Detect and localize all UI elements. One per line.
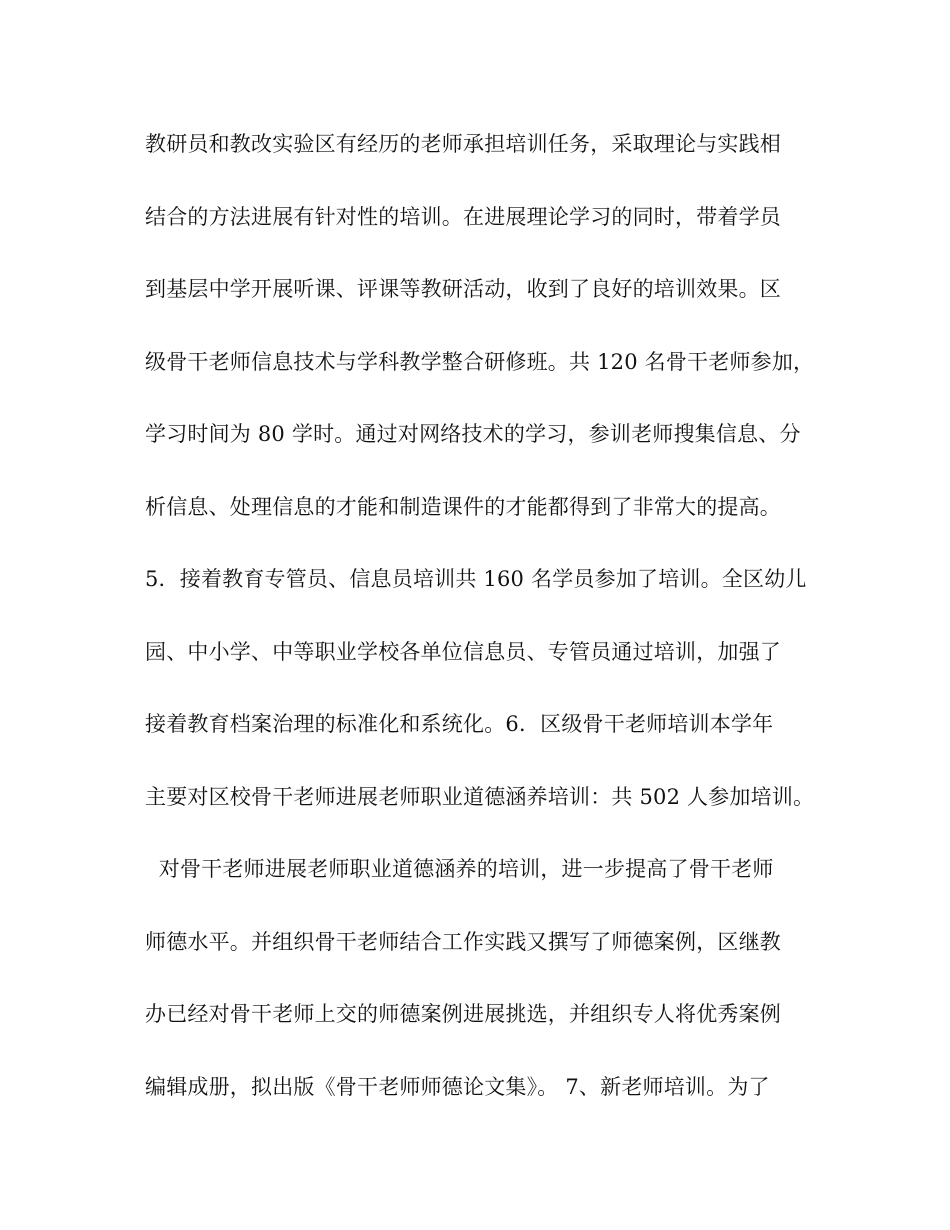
- text-line: 主要对区校骨干老师进展老师职业道德涵养培训：共 502 人参加培训。: [145, 784, 815, 809]
- text-line: 到基层中学开展听课、评课等教研活动，收到了良好的培训效果。区: [145, 277, 781, 301]
- text-line: 5．接着教育专管员、信息员培训共 160 名学员参加了培训。全区幼儿: [145, 567, 807, 591]
- text-line: 教研员和教改实验区有经历的老师承担培训任务，采取理论与实践相: [145, 132, 781, 156]
- text-line: 学习时间为 80 学时。通过对网络技术的学习，参训老师搜集信息、分: [145, 422, 801, 446]
- text-line: 接着教育档案治理的标准化和系统化。6．区级骨干老师培训本学年: [145, 712, 774, 736]
- text-line: 结合的方法进展有针对性的培训。在进展理论学习的同时，带着学员: [145, 204, 781, 229]
- text-line: 办已经对骨干老师上交的师德案例进展挑选，并组织专人将优秀案例: [145, 1002, 781, 1026]
- text-line: 析信息、处理信息的才能和制造课件的才能都得到了非常大的提高。: [145, 494, 781, 519]
- text-line: 园、中小学、中等职业学校各单位信息员、专管员通过培训，加强了: [145, 639, 781, 664]
- text-line: 师德水平。并组织骨干老师结合工作实践又撰写了师德案例，区继教: [145, 929, 781, 954]
- text-line: 级骨干老师信息技术与学科教学整合研修班。共 120 名骨干老师参加，: [145, 349, 815, 374]
- text-line: 编辑成册，拟出版《骨干老师师德论文集》。 7、新老师培训。为了: [145, 1074, 770, 1099]
- document-body: [145, 124, 825, 1139]
- text-line: 对骨干老师进展老师职业道德涵养的培训，进一步提高了骨干老师: [145, 857, 774, 881]
